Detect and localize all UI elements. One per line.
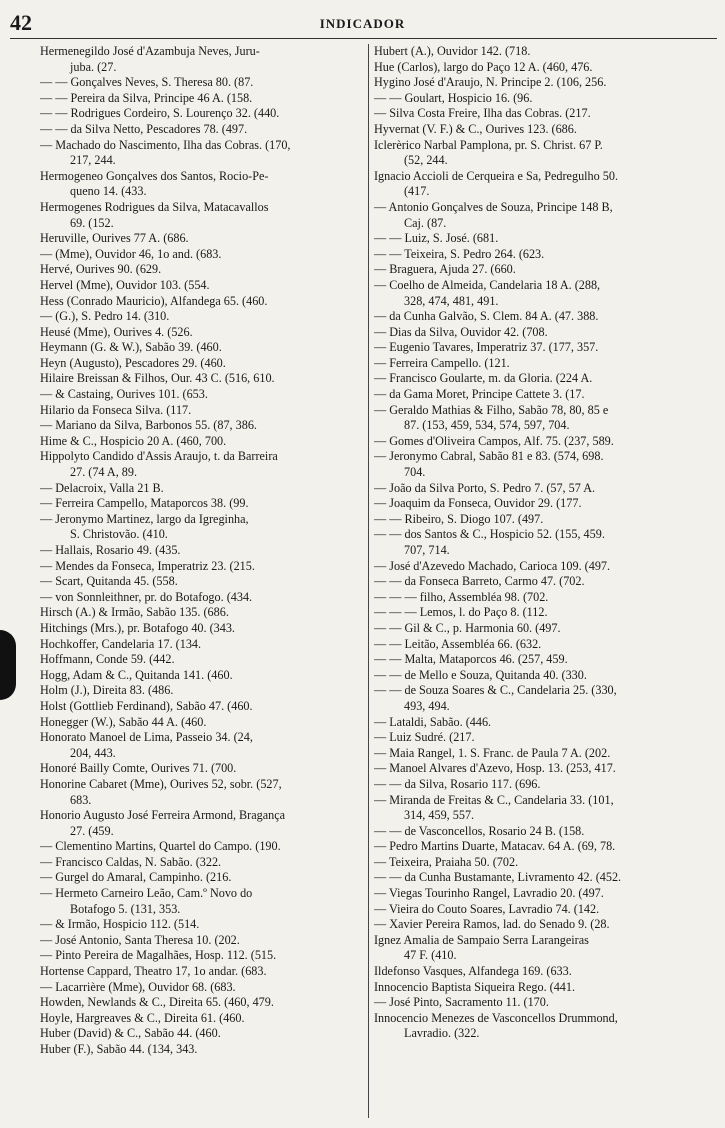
directory-entry-line: — — Goulart, Hospicio 16. (96.: [374, 90, 533, 105]
directory-entry-line: Hilaire Breissan & Filhos, Our. 43 C. (516, 610.: [40, 371, 275, 386]
directory-entry-line: — Pedro Martins Duarte, Matacav. 64 A. (69, 78.: [374, 839, 616, 854]
directory-entry-line: S. Christovão. (410.: [70, 527, 168, 542]
directory-entry-line: Honorio Augusto José Ferreira Armond, Bragança: [40, 808, 286, 823]
directory-entry-line: — Antonio Gonçalves de Souza, Principe 148 B,: [374, 199, 613, 214]
directory-entry-line: — Silva Costa Freire, Ilha das Cobras. (217.: [374, 106, 591, 121]
directory-entry-line: — Gurgel do Amaral, Campinho. (216.: [40, 870, 232, 885]
directory-entry-line: Honegger (W.), Sabão 44 A. (460.: [40, 714, 207, 729]
directory-entry-line: — — dos Santos & C., Hospicio 52. (155, 459.: [374, 527, 605, 542]
right-column: [374, 44, 718, 1042]
directory-entry-line: — Manoel Alvares d'Azevo, Hosp. 13. (253, 417.: [374, 761, 616, 776]
directory-entry-line: — — — filho, Assembléa 98. (702.: [374, 589, 549, 604]
directory-entry-line: Hue (Carlos), largo do Paço 12 A. (460, 476.: [374, 59, 593, 74]
directory-entry-line: — Maia Rangel, 1. S. Franc. de Paula 7 A. (202.: [374, 745, 611, 760]
directory-entry-line: 707, 714.: [404, 543, 450, 557]
directory-entry-line: Howden, Newlands & C., Direita 65. (460, 479.: [40, 995, 274, 1010]
left-column: [40, 44, 364, 1058]
directory-entry-line: Caj. (87.: [404, 215, 447, 230]
directory-entry-line: — Luiz Sudré. (217.: [374, 730, 475, 745]
directory-entry-line: Iclerèrico Narbal Pamplona, pr. S. Christ. 67 P.: [374, 137, 603, 152]
directory-entry-line: — Francisco Goularte, m. da Gloria. (224 A.: [374, 371, 593, 386]
directory-entry-line: 217, 244.: [70, 153, 116, 168]
directory-entry-line: 704.: [404, 465, 426, 480]
page-number: 42: [10, 10, 32, 35]
directory-entry-line: Holst (Gottlieb Ferdinand), Sabão 47. (460.: [40, 698, 253, 713]
directory-entry-line: — Mendes da Fonseca, Imperatriz 23. (215.: [40, 558, 255, 573]
directory-entry-line: Ignacio Accioli de Cerqueira e Sa, Pedregulho 50.: [374, 168, 619, 183]
directory-entry-line: Hippolyto Candido d'Assis Araujo, t. da Barreira: [40, 449, 278, 464]
directory-entry-line: Hortense Cappard, Theatro 17, 1o andar. (683.: [40, 964, 267, 979]
directory-entry-line: 47 F. (410.: [404, 948, 457, 963]
directory-entry-line: 683.: [70, 792, 92, 807]
directory-entry-line: 493, 494.: [404, 698, 450, 713]
directory-entry-line: — da Cunha Galvão, S. Clem. 84 A. (47. 388.: [374, 309, 599, 324]
directory-entry-line: — — Gil & C., p. Harmonia 60. (497.: [374, 620, 561, 635]
column-divider: [368, 44, 369, 1118]
directory-entry-line: — — de Vasconcellos, Rosario 24 B. (158.: [374, 823, 585, 838]
directory-entry-line: Hoyle, Hargreaves & C., Direita 61. (460.: [40, 1010, 245, 1025]
directory-entry-line: — Dias da Silva, Ouvidor 42. (708.: [374, 324, 548, 339]
directory-entry-line: — von Sonnleithner, pr. do Botafogo. (434.: [40, 589, 253, 604]
directory-entry-line: — — Luiz, S. José. (681.: [374, 231, 499, 246]
directory-entry-line: Innocencio Menezes de Vasconcellos Drummond,: [374, 1010, 618, 1025]
directory-entry-line: — — Rodrigues Cordeiro, S. Lourenço 32. (440.: [40, 106, 280, 121]
directory-entry-line: Hermenegildo José d'Azambuja Neves, Juru-: [40, 44, 260, 58]
directory-entry-line: — Lataldi, Sabão. (446.: [374, 714, 492, 729]
directory-entry-line: — Lacarrière (Mme), Ouvidor 68. (683.: [40, 979, 236, 994]
directory-entry-line: — José d'Azevedo Machado, Carioca 109. (497.: [374, 558, 611, 573]
directory-entry-line: — Braguera, Ajuda 27. (660.: [374, 262, 516, 277]
header-rule: [10, 38, 717, 39]
directory-entry-line: — Teixeira, Praiaha 50. (702.: [374, 854, 519, 869]
directory-entry-line: Hirsch (A.) & Irmão, Sabão 135. (686.: [40, 605, 229, 620]
ink-blot: [0, 630, 16, 700]
directory-entry-line: — José Antonio, Santa Theresa 10. (202.: [40, 932, 240, 947]
directory-entry-line: Honorine Cabaret (Mme), Ourives 52, sobr. (527,: [40, 776, 282, 791]
directory-entry-line: Huber (F.), Sabão 44. (134, 343.: [40, 1042, 198, 1056]
directory-entry-line: — Ferreira Campello, Mataporcos 38. (99.: [40, 496, 249, 511]
directory-entry-line: — — Gonçalves Neves, S. Theresa 80. (87.: [40, 75, 254, 90]
directory-entry-line: Hime & C., Hospicio 20 A. (460, 700.: [40, 433, 227, 448]
directory-entry-line: — Francisco Caldas, N. Sabão. (322.: [40, 854, 222, 869]
directory-entry-line: Hervé, Ourives 90. (629.: [40, 262, 162, 277]
directory-entry-line: — Pinto Pereira de Magalhães, Hosp. 112. (515.: [40, 948, 277, 963]
directory-entry-line: — Machado do Nascimento, Ilha das Cobras. (170,: [40, 137, 291, 152]
directory-entry-line: queno 14. (433.: [70, 184, 147, 199]
directory-entry-line: Hygino José d'Araujo, N. Principe 2. (106, 256.: [374, 75, 607, 90]
directory-entry-line: — Hermeto Carneiro Leão, Cam.º Novo do: [40, 886, 253, 901]
page-header: [0, 10, 725, 38]
directory-entry-line: — (G.), S. Pedro 14. (310.: [40, 309, 170, 324]
directory-entry-line: Innocencio Baptista Siqueira Rego. (441.: [374, 979, 576, 994]
directory-entry-line: — Vieira do Couto Soares, Lavradio 74. (142.: [374, 901, 600, 916]
directory-entry-line: — Clementino Martins, Quartel do Campo. (190.: [40, 839, 281, 854]
directory-entry-line: — Hallais, Rosario 49. (435.: [40, 543, 181, 557]
directory-entry-line: — — Pereira da Silva, Principe 46 A. (158.: [40, 90, 253, 105]
directory-entry-line: — — da Silva, Rosario 117. (696.: [374, 776, 541, 791]
directory-entry-line: — — Teixeira, S. Pedro 264. (623.: [374, 246, 545, 261]
directory-entry-line: Holm (J.), Direita 83. (486.: [40, 683, 174, 698]
directory-entry-line: — da Gama Moret, Principe Cattete 3. (17.: [374, 387, 585, 402]
directory-entry-line: 314, 459, 557.: [404, 808, 475, 823]
directory-entry-line: juba. (27.: [70, 59, 117, 74]
directory-entry-line: — — da Fonseca Barreto, Carmo 47. (702.: [374, 574, 585, 589]
directory-entry-line: Hervel (Mme), Ouvidor 103. (554.: [40, 277, 210, 292]
directory-entry-line: (417.: [404, 184, 430, 199]
directory-entry-line: — Coelho de Almeida, Candelaria 18 A. (288,: [374, 277, 601, 292]
directory-entry-line: Botafogo 5. (131, 353.: [70, 901, 181, 916]
directory-entry-line: — — Leitão, Assembléa 66. (632.: [374, 636, 542, 651]
directory-entry-line: Hess (Conrado Mauricio), Alfandega 65. (460.: [40, 293, 268, 308]
directory-entry-line: Hitchings (Mrs.), pr. Botafogo 40. (343.: [40, 620, 235, 635]
directory-entry-line: — Xavier Pereira Ramos, lad. do Senado 9. (28.: [374, 917, 610, 932]
directory-entry-line: 27. (74 A, 89.: [70, 465, 138, 480]
directory-entry-line: — Ferreira Campello. (121.: [374, 355, 510, 370]
directory-entry-line: Lavradio. (322.: [404, 1026, 480, 1041]
directory-entry-line: — — da Silva Netto, Pescadores 78. (497.: [40, 121, 248, 136]
directory-entry-line: — Joaquim da Fonseca, Ouvidor 29. (177.: [374, 496, 582, 511]
directory-entry-line: Heyn (Augusto), Pescadores 29. (460.: [40, 355, 226, 370]
directory-entry-line: 328, 474, 481, 491.: [404, 293, 499, 308]
directory-entry-line: Hermogenes Rodrigues da Silva, Matacavallos: [40, 199, 269, 214]
directory-entry-line: Hogg, Adam & C., Quitanda 141. (460.: [40, 667, 233, 682]
directory-entry-line: 69. (152.: [70, 215, 114, 230]
directory-entry-line: — — da Cunha Bustamante, Livramento 42. (452.: [374, 870, 622, 885]
directory-entry-line: — — de Souza Soares & C., Candelaria 25. (330,: [374, 683, 617, 698]
directory-entry-line: Hochkoffer, Candelaria 17. (134.: [40, 636, 202, 651]
directory-entry-line: — (Mme), Ouvidor 46, 1o and. (683.: [40, 246, 222, 261]
directory-entry-line: — — Malta, Mataporcos 46. (257, 459.: [374, 652, 568, 667]
directory-entry-line: — Gomes d'Oliveira Campos, Alf. 75. (237, 589.: [374, 433, 614, 448]
directory-entry-line: — — de Mello e Souza, Quitanda 40. (330.: [374, 667, 587, 682]
directory-entry-line: Heusé (Mme), Ourives 4. (526.: [40, 324, 193, 339]
directory-entry-line: (52, 244.: [404, 153, 448, 168]
directory-entry-line: — Jeronymo Martinez, largo da Igreginha,: [40, 511, 249, 526]
directory-entry-line: 204, 443.: [70, 745, 116, 760]
directory-entry-line: Hubert (A.), Ouvidor 142. (718.: [374, 44, 531, 58]
directory-entry-line: Ildefonso Vasques, Alfandega 169. (633.: [374, 964, 572, 979]
directory-entry-line: 87. (153, 459, 534, 574, 597, 704.: [404, 418, 570, 433]
directory-entry-line: — Mariano da Silva, Barbonos 55. (87, 386.: [40, 418, 257, 433]
directory-entry-line: — — — Lemos, l. do Paço 8. (112.: [374, 605, 548, 620]
directory-entry-line: — Eugenio Tavares, Imperatriz 37. (177, 357.: [374, 340, 599, 355]
directory-entry-line: — Viegas Tourinho Rangel, Lavradio 20. (497.: [374, 886, 604, 901]
directory-entry-line: — José Pinto, Sacramento 11. (170.: [374, 995, 549, 1010]
directory-entry-line: Honoré Bailly Comte, Ourives 71. (700.: [40, 761, 237, 776]
directory-entry-line: — — Ribeiro, S. Diogo 107. (497.: [374, 511, 544, 526]
directory-entry-line: Hoffmann, Conde 59. (442.: [40, 652, 175, 667]
directory-entry-line: — & Irmão, Hospicio 112. (514.: [40, 917, 200, 932]
directory-entry-line: — Delacroix, Valla 21 B.: [40, 480, 164, 495]
directory-entry-line: Huber (David) & C., Sabão 44. (460.: [40, 1026, 221, 1041]
directory-entry-line: — João da Silva Porto, S. Pedro 7. (57, 57 A.: [374, 480, 596, 495]
directory-entry-line: — Geraldo Mathias & Filho, Sabão 78, 80, 85 e: [374, 402, 609, 417]
directory-entry-line: 27. (459.: [70, 823, 114, 838]
directory-entry-line: Hilario da Fonseca Silva. (117.: [40, 402, 192, 417]
directory-entry-line: Honorato Manoel de Lima, Passeio 34. (24,: [40, 730, 253, 745]
directory-entry-line: — Scart, Quitanda 45. (558.: [40, 574, 178, 589]
directory-entry-line: — & Castaing, Ourives 101. (653.: [40, 387, 208, 402]
directory-entry-line: Hermogeneo Gonçalves dos Santos, Rocio-Pe-: [40, 168, 269, 183]
page-title: INDICADOR: [319, 16, 406, 31]
directory-entry-line: Heruville, Ourives 77 A. (686.: [40, 231, 189, 246]
directory-entry-line: Ignez Amalia de Sampaio Serra Larangeiras: [374, 932, 589, 947]
directory-entry-line: — Miranda de Freitas & C., Candelaria 33. (101,: [374, 792, 614, 807]
directory-entry-line: Hyvernat (V. F.) & C., Ourives 123. (686.: [374, 121, 577, 136]
directory-entry-line: — Jeronymo Cabral, Sabão 81 e 83. (574, 698.: [374, 449, 604, 464]
directory-entry-line: Heymann (G. & W.), Sabão 39. (460.: [40, 340, 222, 355]
